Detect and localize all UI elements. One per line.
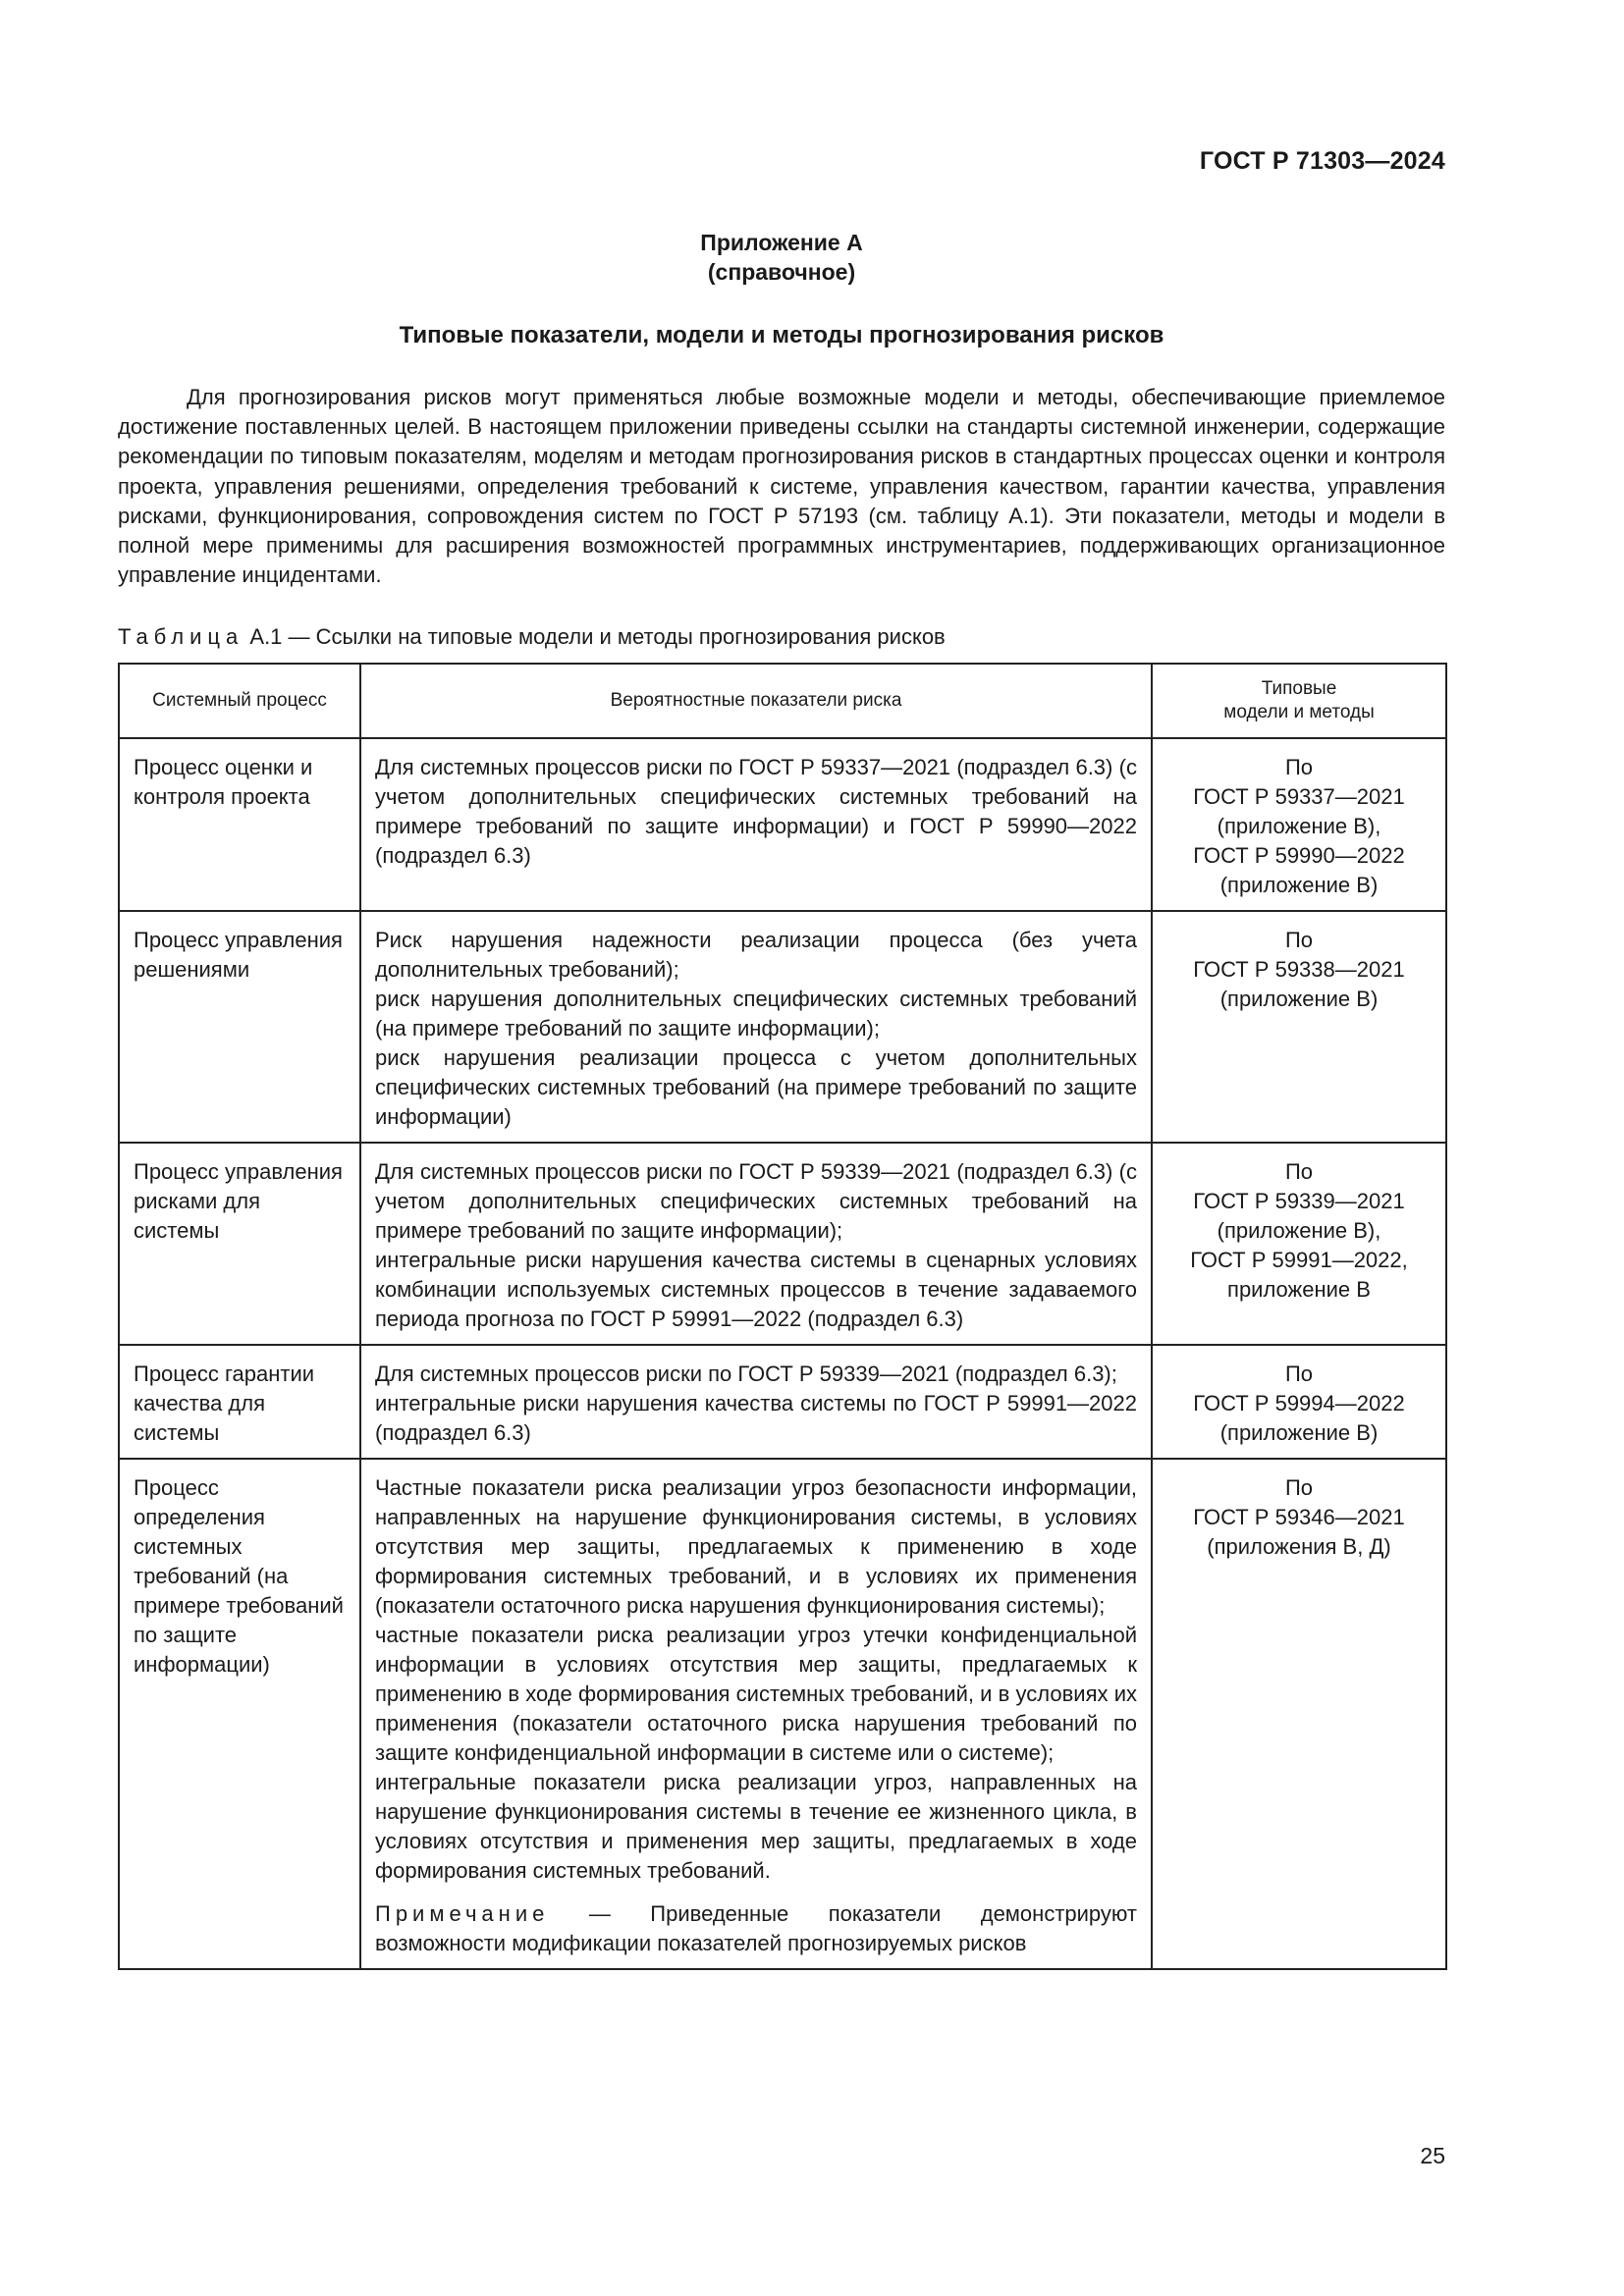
indicator-text: Частные показатели риска реализации угроз безопасности информации, направленных на нарушение функционирования системы, в условиях отсутствия мер защиты, предлагаемых к применению в ходе формирования системных требований, и в условиях их применения (показатели остаточного риска нарушения функционирования системы); <box>375 1475 1137 1618</box>
process-cell: Процесс управления решениями <box>119 911 360 1143</box>
method-line: (приложения В, Д) <box>1207 1534 1391 1559</box>
intro-paragraph: Для прогнозирования рисков могут применяться любые возможные модели и методы, обеспечивающие приемлемое достижение поставленных целей. В настоящем приложении приведены ссылки на стандарты системной инженерии, содержащие рекомендации по типовым показателям, моделям и методам прогнозирования рисков в стандартных процессах оценки и контроля проекта, управления решениями, определения требований к системе, управления качеством, гарантии качества, управления рисками, функционирования, сопровождения систем по ГОСТ Р 57193 (см. таблицу А.1). Эти показатели, методы и модели в полной мере применимы для расширения возможностей программных инструментариев, поддерживающих организационное управление инцидентами. <box>118 385 1445 588</box>
indicators-cell <box>360 911 1152 1143</box>
method-line: (приложение В), <box>1217 814 1381 838</box>
indicator-text: интегральные риски нарушения качества системы в сценарных условиях комбинации используемых системных процессов в течение задаваемого периода прогноза по ГОСТ Р 59991—2022 (подраздел 6.3) <box>375 1248 1137 1331</box>
indicators-cell <box>360 1459 1152 1969</box>
table-caption-text: А.1 — Ссылки на типовые модели и методы прогнозирования рисков <box>249 624 946 649</box>
section-title: Типовые показатели, модели и методы прогнозирования рисков <box>399 322 1164 348</box>
risk-methods-table <box>118 663 1447 1970</box>
page-number: 25 <box>1420 2143 1445 2168</box>
indicator-text: риск нарушения дополнительных специфических системных требований (на примере требований по защите информации); <box>375 987 1137 1041</box>
methods-cell <box>1152 911 1446 1143</box>
indicator-text: Для системных процессов риски по ГОСТ Р 59337—2021 (подраздел 6.3) (с учетом дополнительных специфических системных требований на примере требований по защите информации) и ГОСТ Р 59990—2022 (подраздел 6.3) <box>375 755 1137 868</box>
process-cell: Процесс оценки и контроля проекта <box>119 738 360 911</box>
method-line: (приложение В), <box>1217 1218 1381 1243</box>
indicator-text: интегральные риски нарушения качества системы по ГОСТ Р 59991—2022 (подраздел 6.3) <box>375 1391 1137 1445</box>
method-line: ГОСТ Р 59990—2022 <box>1193 843 1405 868</box>
process-cell: Процесс гарантии качества для системы <box>119 1345 360 1459</box>
indicators-cell <box>360 1143 1152 1345</box>
method-line: ГОСТ Р 59994—2022 <box>1193 1391 1405 1415</box>
method-line: ГОСТ Р 59339—2021 <box>1193 1189 1405 1213</box>
indicator-text: Для системных процессов риски по ГОСТ Р 59339—2021 (подраздел 6.3); <box>375 1362 1117 1386</box>
table-row <box>119 1459 1446 1969</box>
header-methods-line: Типовые <box>1261 678 1337 699</box>
process-cell: Процесс управления рисками для системы <box>119 1143 360 1345</box>
annex-title: Приложение А <box>700 230 863 255</box>
table-note-label: Примечание <box>375 1901 550 1926</box>
method-line: ГОСТ Р 59346—2021 <box>1193 1505 1405 1529</box>
table-caption-label: Таблица <box>118 624 244 649</box>
method-line: По <box>1284 755 1314 779</box>
method-line: ГОСТ Р 59338—2021 <box>1193 957 1405 982</box>
method-line: По <box>1284 1362 1314 1386</box>
method-line: По <box>1284 928 1314 952</box>
indicators-cell <box>360 738 1152 911</box>
annex-subtitle: (справочное) <box>707 259 856 285</box>
table-row <box>119 738 1446 911</box>
table-header-row <box>119 664 1446 738</box>
methods-cell <box>1152 1143 1446 1345</box>
process-cell: Процесс определения системных требований (на примере требований по защите информации) <box>119 1459 360 1969</box>
table-row <box>119 1345 1446 1459</box>
methods-cell <box>1152 1345 1446 1459</box>
method-line: (приложение В) <box>1219 1420 1379 1445</box>
method-line: приложение В <box>1227 1277 1371 1302</box>
table-note-text: — Приведенные показатели демонстрируют возможности модификации показателей прогнозируемых рисков <box>375 1901 1137 1955</box>
indicators-cell <box>360 1345 1152 1459</box>
method-line: (приложение В) <box>1219 987 1379 1011</box>
table-row <box>119 1143 1446 1345</box>
indicator-text: интегральные показатели риска реализации угроз, направленных на нарушение функционирования системы в течение ее жизненного цикла, в условиях отсутствия и применения мер защиты, предлагаемых в ходе формирования системных требований. <box>375 1770 1137 1883</box>
method-line: ГОСТ Р 59991—2022, <box>1190 1248 1408 1272</box>
table-row <box>119 911 1446 1143</box>
header-process: Системный процесс <box>119 664 360 738</box>
indicator-text: Для системных процессов риски по ГОСТ Р 59339—2021 (подраздел 6.3) (с учетом дополнительных специфических системных требований на примере требований по защите информации); <box>375 1159 1137 1243</box>
indicator-text: риск нарушения реализации процесса с учетом дополнительных специфических системных требований (на примере требований по защите информации) <box>375 1045 1137 1129</box>
methods-cell <box>1152 1459 1446 1969</box>
header-indicators: Вероятностные показатели риска <box>360 664 1152 738</box>
table-note <box>375 1899 1137 1958</box>
annex-heading <box>118 228 1445 287</box>
method-line: ГОСТ Р 59337—2021 <box>1193 784 1405 809</box>
header-methods <box>1152 664 1446 738</box>
indicator-text: Риск нарушения надежности реализации процесса (без учета дополнительных требований); <box>375 928 1137 982</box>
method-line: По <box>1284 1159 1314 1184</box>
document-code: ГОСТ Р 71303—2024 <box>1199 147 1445 175</box>
method-line: (приложение В) <box>1219 873 1379 897</box>
header-methods-line: модели и методы <box>1223 702 1375 722</box>
method-line: По <box>1284 1475 1314 1500</box>
methods-cell <box>1152 738 1446 911</box>
table-caption <box>118 622 946 652</box>
indicator-text: частные показатели риска реализации угроз утечки конфиденциальной информации в условиях отсутствия мер защиты, предлагаемых к применению в ходе формирования системных требований, и в условиях их применения (показатели остаточного риска нарушения требований по защите конфиденциальной информации в системе или о системе); <box>375 1623 1137 1765</box>
